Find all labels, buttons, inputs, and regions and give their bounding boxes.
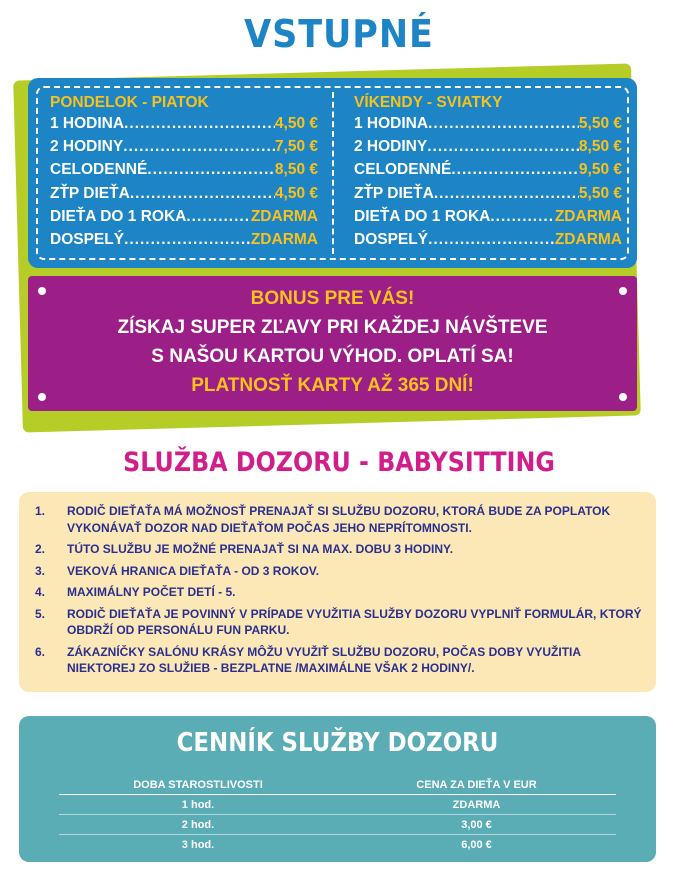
price-value: ZDARMA [554, 230, 622, 248]
bonus-validity: PLATNOSŤ KARTY AŽ 365 DNÍ! [191, 375, 474, 396]
weekday-heading: PONDELOK - PIATOK [50, 94, 209, 111]
table-row [59, 835, 616, 854]
price-value: 5,50 € [578, 184, 622, 202]
table-row [59, 815, 616, 835]
price-label: 2 HODINY [354, 138, 428, 156]
leader-dots [428, 115, 579, 133]
item-number: 4. [35, 585, 46, 599]
weekend-row [354, 231, 622, 254]
column-header-price: CENA ZA DIEŤA V EUR [416, 779, 537, 791]
weekday-row [50, 231, 318, 254]
pricelist-title: CENNÍK SLUŽBY DOZORU [176, 728, 499, 758]
weekend-column [354, 94, 622, 254]
weekday-row [50, 115, 318, 138]
price-value: 5,50 € [578, 115, 622, 132]
duration-cell: 2 hod. [181, 818, 215, 831]
price-value: 8,50 € [578, 138, 622, 156]
price-label: CELODENNÉ [50, 161, 148, 179]
rules-list [35, 503, 642, 682]
column-divider [332, 92, 334, 254]
list-item [35, 503, 642, 536]
price-label: 2 HODINY [50, 138, 124, 156]
price-label: DIEŤA DO 1 ROKA [354, 207, 491, 225]
list-item [35, 584, 642, 601]
price-value: ZDARMA [250, 230, 318, 248]
item-number: 3. [35, 563, 46, 578]
list-item [35, 541, 642, 558]
weekday-row [50, 161, 318, 184]
babysitting-pricelist-card [19, 716, 656, 862]
duration-cell: 1 hod. [181, 798, 215, 811]
weekday-row [50, 208, 318, 231]
price-label: DOSPELÝ [50, 230, 125, 248]
item-text: RODIČ DIEŤAŤA MÁ MOŽNOSŤ PRENAJAŤ SI SLUŽBU DOZORU, KTORÁ BUDE ZA POPLATOK VYKONÁVAŤ DOZOR NAD DIEŤAŤOM POČAS JEHO NEPRÍTOMNOSTI. [67, 504, 611, 535]
price-label: DOSPELÝ [354, 230, 429, 248]
price-value: 9,50 € [578, 161, 622, 179]
leader-dots [147, 161, 275, 179]
weekend-row [354, 185, 622, 208]
price-cell: 3,00 € [461, 818, 492, 831]
bonus-text: ZÍSKAJ SUPER ZĽAVY PRI KAŽDEJ NÁVŠTEVE [117, 317, 548, 338]
service-rules-card [19, 492, 656, 692]
list-item [35, 606, 642, 639]
weekday-column [50, 94, 318, 254]
weekend-row [354, 161, 622, 184]
leader-dots [434, 185, 579, 203]
column-header-duration: DOBA STAROSTLIVOSTI [133, 779, 263, 791]
bonus-text: S NAŠOU KARTOU VÝHOD. OPLATÍ SA! [151, 346, 514, 367]
item-number: 5. [35, 606, 46, 621]
price-value: ZDARMA [554, 207, 622, 225]
item-text: MAXIMÁLNY POČET DETÍ - 5. [67, 585, 236, 599]
leader-dots [130, 185, 275, 203]
bonus-card [28, 276, 637, 411]
item-number: 1. [35, 504, 46, 518]
weekend-heading: VÍKENDY - SVIATKY [354, 94, 503, 111]
leader-dots [427, 138, 579, 156]
leader-dots [428, 231, 555, 249]
leader-dots [490, 208, 554, 226]
list-item [35, 644, 642, 677]
price-label: DIEŤA DO 1 ROKA [50, 207, 187, 225]
price-label: ZŤP DIEŤA [50, 184, 130, 202]
price-value: 8,50 € [274, 161, 318, 179]
price-label: CELODENNÉ [354, 161, 452, 179]
price-label: 1 HODINA [50, 115, 125, 132]
price-value: ZDARMA [250, 207, 318, 225]
weekday-row [50, 185, 318, 208]
price-value: 4,50 € [274, 115, 318, 132]
price-label: ZŤP DIEŤA [354, 184, 434, 202]
leader-dots [124, 231, 251, 249]
item-number: 6. [35, 644, 46, 659]
item-number: 2. [35, 542, 46, 556]
weekday-row [50, 138, 318, 161]
weekend-row [354, 208, 622, 231]
weekend-row [354, 138, 622, 161]
list-item [35, 563, 642, 580]
leader-dots [186, 208, 250, 226]
bonus-headline: BONUS PRE VÁS! [250, 288, 415, 309]
item-text: VEKOVÁ HRANICA DIEŤAŤA - OD 3 ROKOV. [67, 563, 320, 578]
item-text: ZÁKAZNÍČKY SALÓNU KRÁSY MÔŽU VYUŽIŤ SLUŽBU DOZORU, POČAS DOBY VYUŽITIA NIEKTOREJ ZO SLUŽIEB - BEZPLATNE /MAXIMÁLNE VŠAK 2 HODINY/. [67, 644, 581, 675]
weekend-row [354, 115, 622, 138]
price-cell: 6,00 € [461, 838, 492, 851]
price-value: 4,50 € [274, 184, 318, 202]
pricelist-table [59, 776, 616, 854]
admission-price-card [28, 78, 637, 268]
leader-dots [124, 115, 275, 133]
item-text: RODIČ DIEŤAŤA JE POVINNÝ V PRÍPADE VYUŽITIA SLUŽBY DOZORU VYPLNIŤ FORMULÁR, KTORÝ OBDRŽÍ OD PERSONÁLU FUN PARKU. [67, 606, 642, 637]
price-cell: ZDARMA [452, 798, 501, 811]
leader-dots [451, 161, 579, 179]
page-title: VSTUPNÉ [244, 12, 434, 56]
table-row [59, 795, 616, 815]
price-label: 1 HODINA [354, 115, 429, 132]
duration-cell: 3 hod. [181, 838, 215, 851]
service-title: SLUŽBA DOZORU - BABYSITTING [123, 447, 555, 478]
price-value: 7,50 € [274, 138, 318, 156]
table-header [59, 776, 616, 795]
leader-dots [123, 138, 275, 156]
item-text: TÚTO SLUŽBU JE MOŽNÉ PRENAJAŤ SI NA MAX. DOBU 3 HODINY. [67, 542, 454, 556]
